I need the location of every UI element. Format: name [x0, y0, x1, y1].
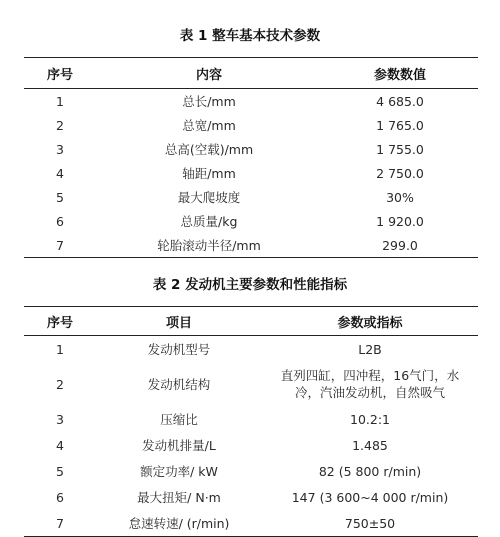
row-index: 7	[56, 515, 64, 531]
table-row	[24, 209, 478, 233]
table1-caption: 表 1 整车基本技术参数	[179, 28, 321, 44]
row-item: 发动机型号	[147, 342, 211, 357]
row-index: 1	[56, 341, 64, 357]
row-index: 4	[56, 437, 64, 453]
row-index: 3	[56, 141, 64, 157]
table-row	[24, 362, 478, 406]
row-index: 6	[56, 213, 64, 229]
row-value: 4 685.0	[376, 93, 424, 109]
row-spec: L2B	[358, 341, 382, 357]
table-row	[24, 484, 478, 510]
row-index: 4	[56, 165, 64, 181]
row-item: 怠速转速/ (r/min)	[128, 516, 230, 531]
table1-header-index: 序号	[46, 67, 73, 83]
table2	[24, 306, 478, 537]
table1-header-value: 参数数值	[373, 67, 426, 83]
table2-header-spec: 参数或指标	[337, 315, 403, 331]
table-row	[24, 89, 478, 114]
table-row	[24, 161, 478, 185]
row-item: 最大扭矩/ N·m	[137, 490, 221, 505]
row-index: 2	[56, 117, 64, 133]
table-row	[24, 406, 478, 432]
row-spec: 147 (3 600~4 000 r/min)	[291, 489, 449, 505]
table-row	[24, 336, 478, 363]
row-value: 1 755.0	[376, 141, 424, 157]
row-index: 5	[56, 189, 64, 205]
table-row	[24, 137, 478, 161]
table2-caption: 表 2 发动机主要参数和性能指标	[152, 277, 348, 293]
table-row	[24, 185, 478, 209]
row-content: 总质量/kg	[180, 214, 238, 229]
table-row	[24, 458, 478, 484]
table2-header-index: 序号	[46, 315, 73, 331]
table2-header-item: 项目	[165, 315, 192, 331]
table1-header-row	[24, 58, 478, 89]
table-row	[24, 432, 478, 458]
table1-header-content: 内容	[195, 67, 222, 83]
row-item: 发动机结构	[147, 376, 211, 392]
row-value: 1 920.0	[376, 213, 424, 229]
row-index: 1	[56, 93, 64, 109]
table-row	[24, 113, 478, 137]
row-value: 30%	[386, 189, 414, 205]
row-content: 轮胎滚动半径/mm	[157, 238, 261, 253]
row-spec: 10.2:1	[350, 411, 390, 427]
row-content: 总高(空载)/mm	[164, 142, 254, 157]
row-item: 发动机排量/L	[142, 438, 216, 453]
row-item: 额定功率/ kW	[140, 464, 218, 479]
row-value: 2 750.0	[376, 165, 424, 181]
row-spec: 750±50	[344, 515, 396, 531]
row-content: 轴距/mm	[182, 166, 236, 181]
row-item: 压缩比	[160, 412, 198, 427]
row-index: 3	[56, 411, 64, 427]
row-index: 7	[56, 237, 64, 253]
row-spec: 82 (5 800 r/min)	[318, 463, 422, 479]
row-value: 299.0	[382, 237, 418, 253]
row-index: 2	[56, 376, 64, 392]
table-row	[24, 510, 478, 537]
row-value: 1 765.0	[376, 117, 424, 133]
table2-header-row	[24, 307, 478, 336]
table-row	[24, 233, 478, 258]
row-spec: 直列四缸，四冲程，16气门，水冷，汽油发动机，自然吸气	[280, 368, 460, 400]
row-index: 5	[56, 463, 64, 479]
row-spec-cell	[262, 362, 478, 406]
row-spec: 1.485	[352, 437, 388, 453]
row-content: 总宽/mm	[182, 118, 236, 133]
table1	[24, 57, 478, 258]
row-content: 最大爬坡度	[177, 190, 241, 205]
row-index: 6	[56, 489, 64, 505]
row-content: 总长/mm	[182, 94, 236, 109]
